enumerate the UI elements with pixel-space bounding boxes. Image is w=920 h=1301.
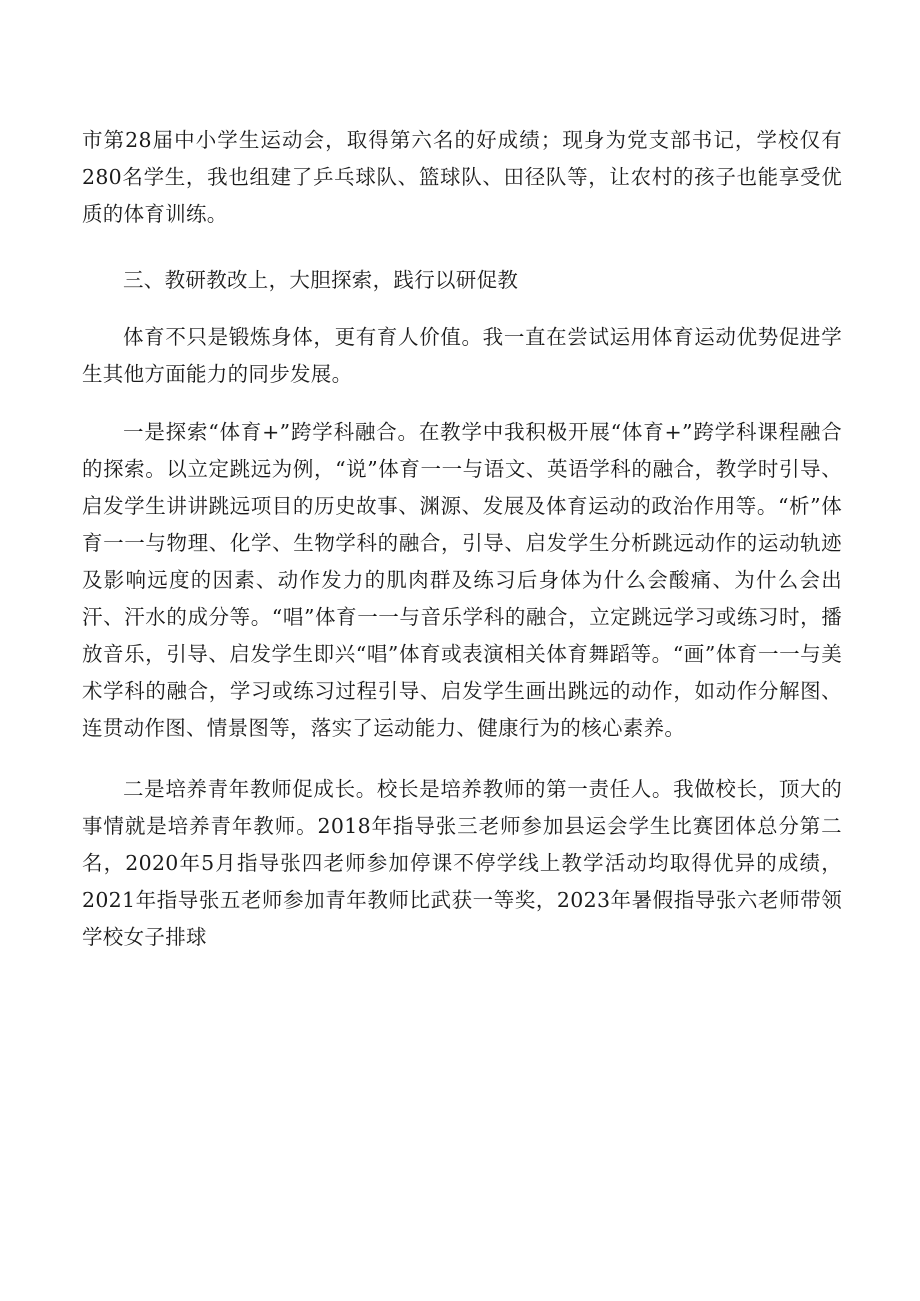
document-body [82, 122, 842, 956]
paragraph-continuation: 市第28届中小学生运动会，取得第六名的好成绩；现身为党支部书记，学校仅有280名学生，我也组建了乒乓球队、篮球队、田径队等，让农村的孩子也能享受优质的体育训练。 [82, 128, 842, 226]
section-heading: 三、教研教改上，大胆探索，践行以研促教 [123, 268, 519, 292]
paragraph-intro: 体育不只是锻炼身体，更有育人价值。我一直在尝试运用体育运动优势促进学生其他方面能力的同步发展。 [82, 325, 842, 386]
paragraph-cross-discipline: 一是探索“体育+”跨学科融合。在教学中我积极开展“体育+”跨学科课程融合的探索。以立定跳远为例，“说”体育一一与语文、英语学科的融合，教学时引导、启发学生讲讲跳远项目的历史故事、渊源、发展及体育运动的政治作用等。“析”体育一一与物理、化学、生物学科的融合，引导、启发学生分析跳远动作的运动轨迹及影响远度的因素、动作发力的肌肉群及练习后身体为什么会酸痛、为什么会出汗、汗水的成分等。“唱”体育一一与音乐学科的融合，立定跳远学习或练习时，播放音乐，引导、启发学生即兴“唱”体育或表演相关体育舞蹈等。“画”体育一一与美术学科的融合，学习或练习过程引导、启发学生画出跳远的动作，如动作分解图、连贯动作图、情景图等，落实了运动能力、健康行为的核心素养。 [82, 420, 842, 740]
paragraph-young-teachers: 二是培养青年教师促成长。校长是培养教师的第一责任人。我做校长，顶大的事情就是培养青年教师。2018年指导张三老师参加县运会学生比赛团体总分第二名，2020年5月指导张四老师参加停课不停学线上教学活动均取得优异的成绩，2021年指导张五老师参加青年教师比武获一等奖，2023年暑假指导张六老师带领学校女子排球 [82, 777, 842, 949]
